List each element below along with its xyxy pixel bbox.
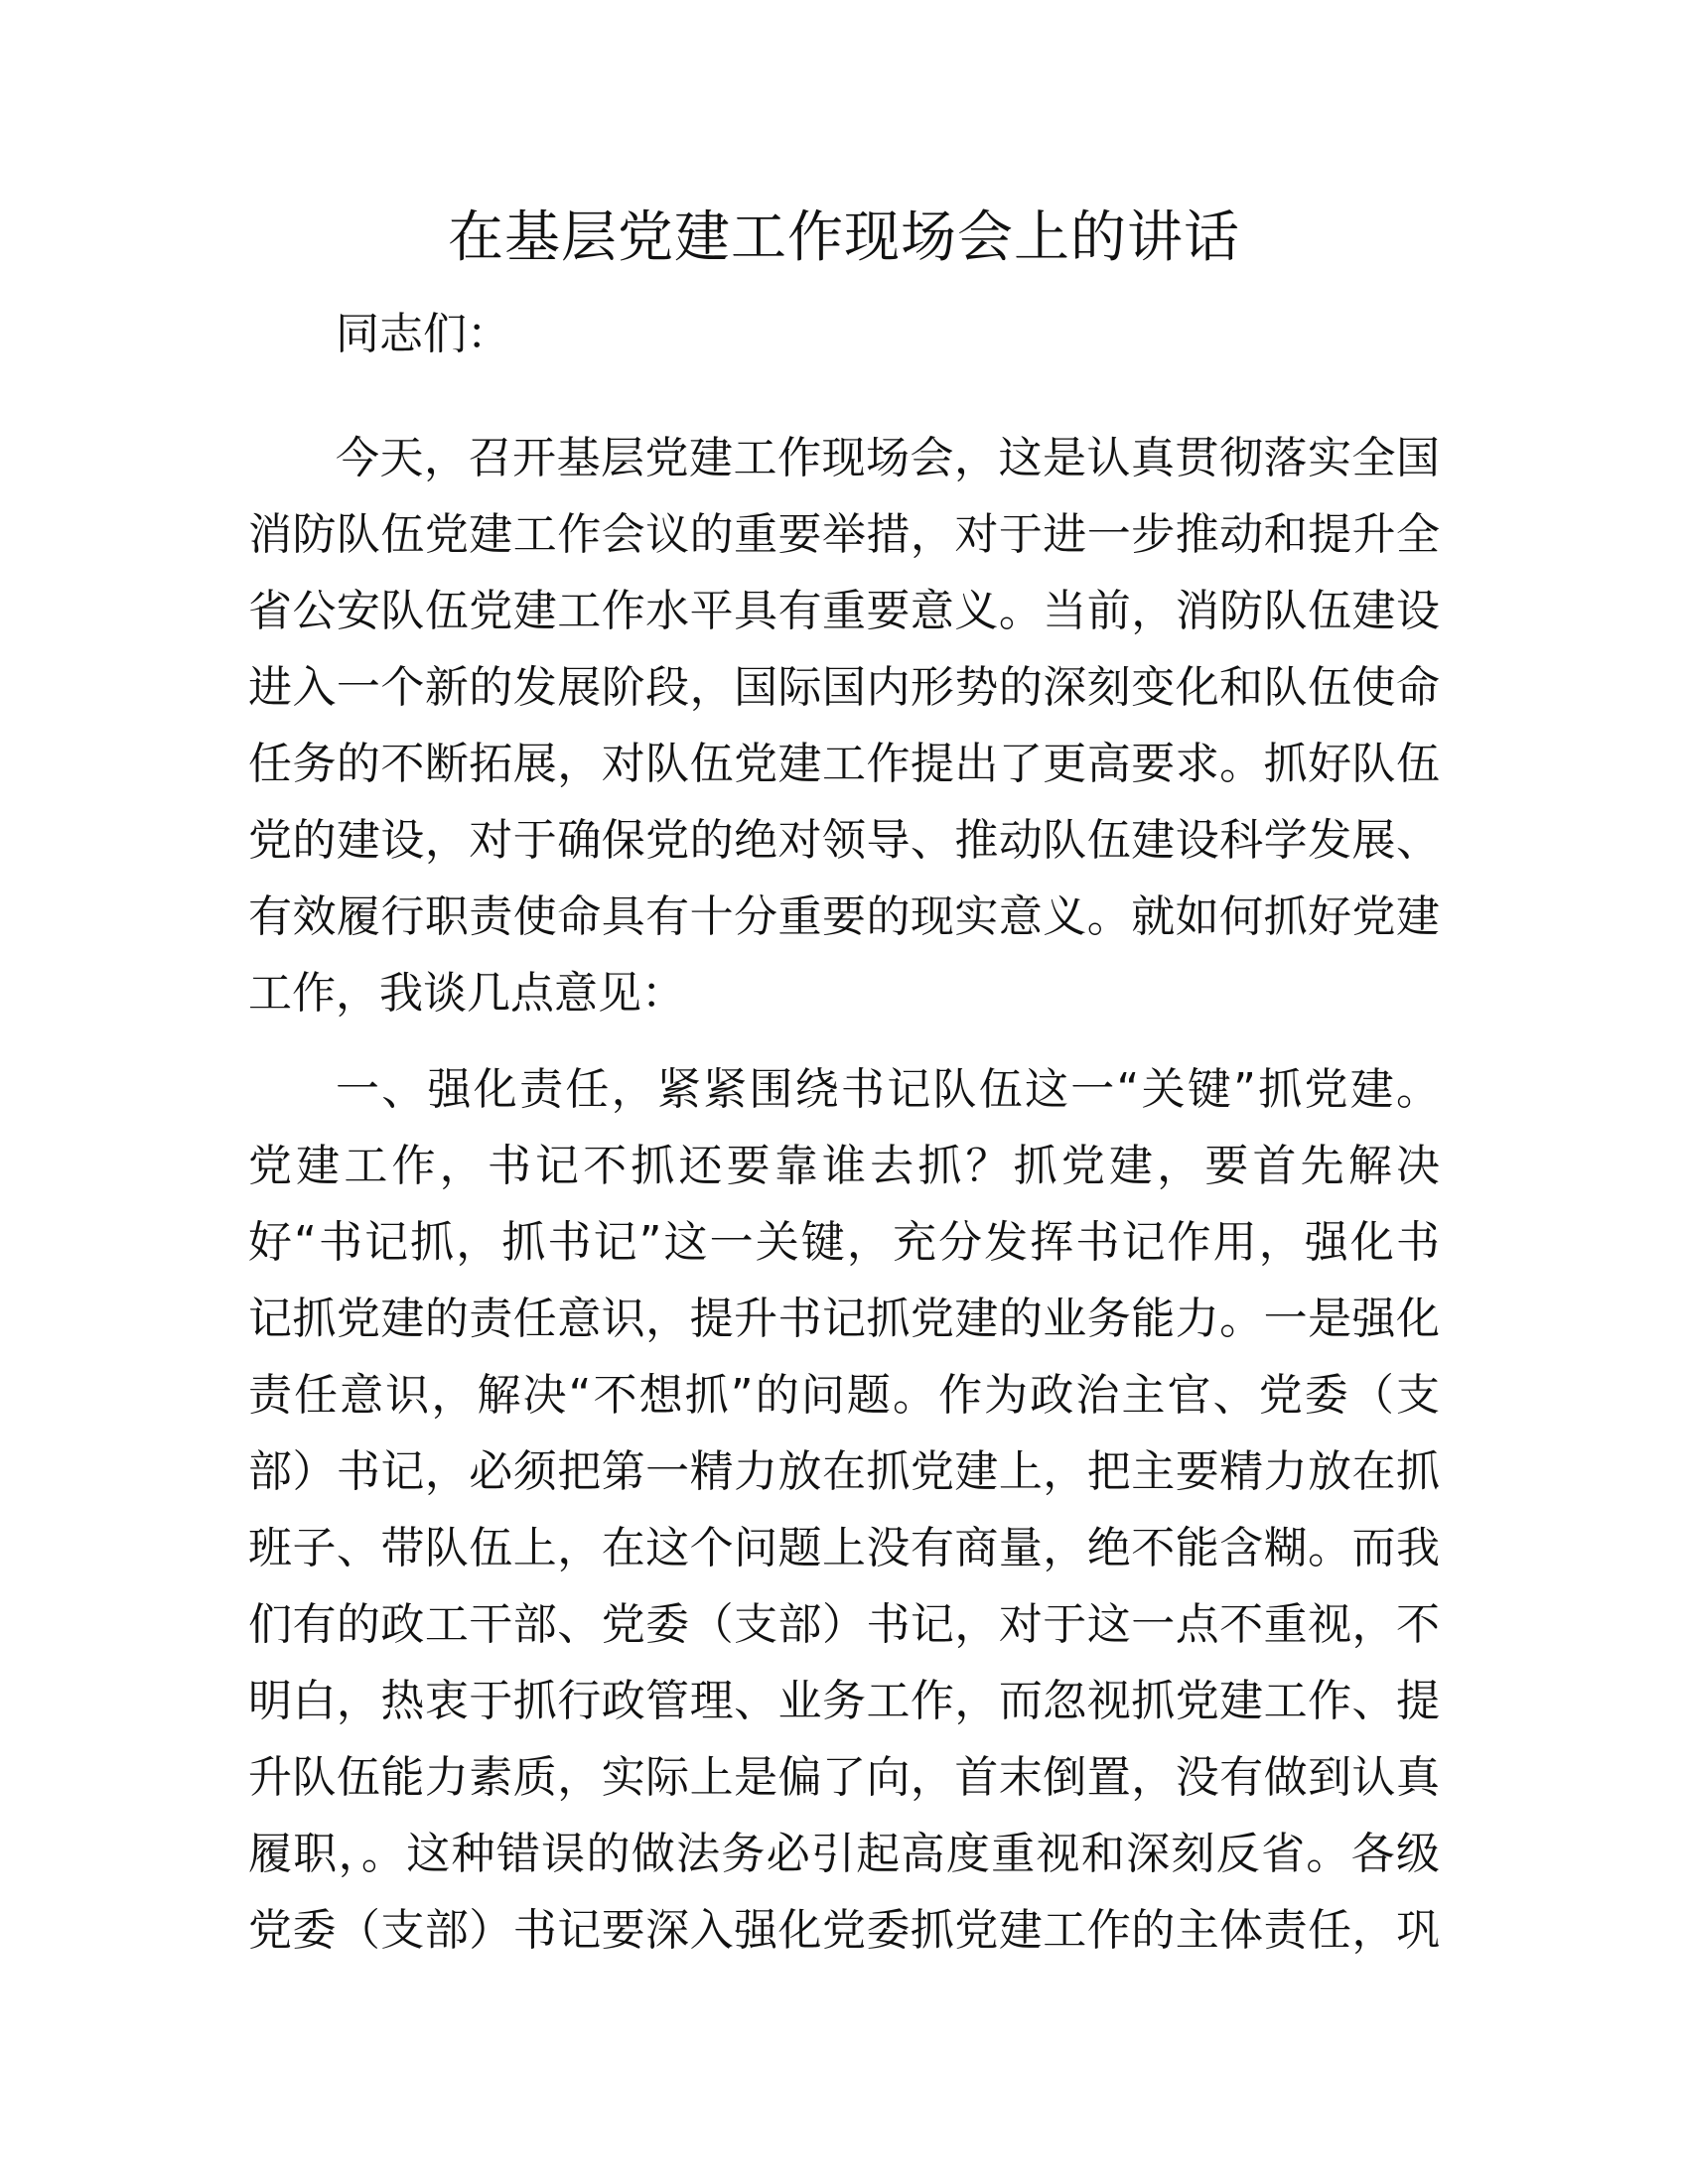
text-line: 党委（支部）书记要深入强化党委抓党建工作的主体责任，巩	[248, 1905, 1440, 1956]
text-line: 明白，热衷于抓行政管理、业务工作，而忽视抓党建工作、提	[248, 1676, 1440, 1726]
salutation: 同志们：	[336, 309, 510, 359]
text-line: 记抓党建的责任意识，提升书记抓党建的业务能力。一是强化	[248, 1294, 1440, 1344]
document-title: 在基层党建工作现场会上的讲话	[448, 205, 1240, 270]
text-line: 消防队伍党建工作会议的重要举措，对于进一步推动和提升全	[248, 509, 1440, 560]
text-line: 工作，我谈几点意见：	[248, 968, 685, 1019]
text-line: 党的建设，对于确保党的绝对领导、推动队伍建设科学发展、	[248, 815, 1440, 866]
text-line: 进入一个新的发展阶段，国际国内形势的深刻变化和队伍使命	[248, 662, 1440, 713]
text-line: 部）书记，必须把第一精力放在抓党建上，把主要精力放在抓	[248, 1446, 1440, 1497]
text-line: 好“书记抓，抓书记”这一关键，充分发挥书记作用，强化书	[248, 1217, 1440, 1268]
text-line: 履职，。这种错误的做法务必引起高度重视和深刻反省。各级	[248, 1829, 1440, 1879]
paragraph-section-one	[248, 1051, 1440, 1969]
text-line: 省公安队伍党建工作水平具有重要意义。当前，消防队伍建设	[248, 586, 1440, 636]
text-line: 任务的不断拓展，对队伍党建工作提出了更高要求。抓好队伍	[248, 739, 1440, 789]
text-line: 责任意识，解决“不想抓”的问题。作为政治主官、党委（支	[248, 1370, 1440, 1421]
document-body	[248, 296, 1440, 1988]
text-line: 有效履行职责使命具有十分重要的现实意义。就如何抓好党建	[248, 891, 1440, 942]
text-line: 升队伍能力素质，实际上是偏了向，首末倒置，没有做到认真	[248, 1752, 1440, 1803]
text-line: 今天，召开基层党建工作现场会，这是认真贯彻落实全国	[336, 433, 1440, 483]
text-line: 党建工作，书记不抓还要靠谁去抓？抓党建，要首先解决	[248, 1141, 1440, 1191]
section-heading-line: 一、强化责任，紧紧围绕书记队伍这一“关键”抓党建。	[336, 1064, 1440, 1115]
text-line: 班子、带队伍上，在这个问题上没有商量，绝不能含糊。而我	[248, 1523, 1440, 1573]
paragraph-intro	[248, 420, 1440, 1031]
text-line: 们有的政工干部、党委（支部）书记，对于这一点不重视，不	[248, 1599, 1440, 1650]
